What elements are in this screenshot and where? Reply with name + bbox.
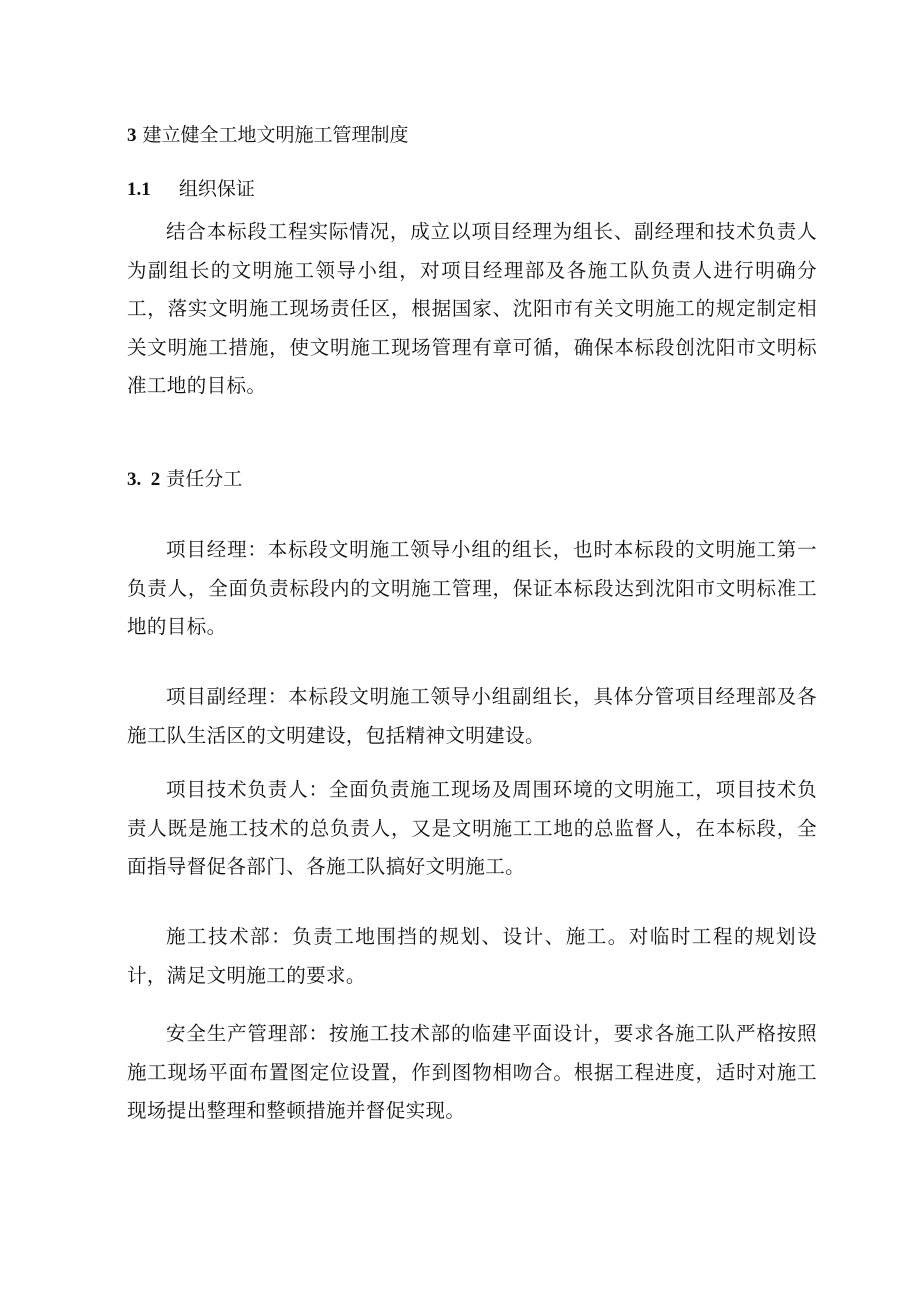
subsection-heading-2: [127, 467, 242, 492]
section-number: 3: [127, 125, 137, 146]
paragraph-deputy-manager: 项目副经理：本标段文明施工领导小组副组长，具体分管项目经理部及各施工队生活区的文明建设，包括精神文明建设。: [127, 685, 817, 747]
subsection-title-2: 责任分工: [166, 468, 243, 490]
subsection-number-1: 1.1: [127, 179, 151, 200]
paragraph-safety-department: 安全生产管理部：按施工技术部的临建平面设计，要求各施工队严格按照施工现场平面布置图定位设置，作到图物相吻合。根据工程进度，适时对施工现场提出整理和整顿措施并督促实现。: [127, 1022, 817, 1122]
paragraph-project-manager: 项目经理：本标段文明施工领导小组的组长，也时本标段的文明施工第一负责人，全面负责标段内的文明施工管理，保证本标段达到沈阳市文明标准工地的目标。: [127, 538, 817, 638]
subsection-heading-1: [127, 177, 255, 202]
subsection-number-2: 3. 2: [127, 469, 161, 490]
paragraph-technical-lead: 项目技术负责人：全面负责施工现场及周围环境的文明施工，项目技术负责人既是施工技术的总负责人，又是文明施工工地的总监督人，在本标段，全面指导督促各部门、各施工队搞好文明施工。: [127, 778, 817, 878]
paragraph-organization: 结合本标段工程实际情况，成立以项目经理为组长、副经理和技术负责人为副组长的文明施工领导小组，对项目经理部及各施工队负责人进行明确分工，落实文明施工现场责任区，根据国家、沈阳市有关文明施工的规定制定相关文明施工措施，使文明施工现场管理有章可循，确保本标段创沈阳市文明标准工地的目标。: [127, 220, 817, 397]
section-heading: [127, 123, 409, 148]
paragraph-tech-department: 施工技术部：负责工地围挡的规划、设计、施工。对临时工程的规划设计，满足文明施工的要求。: [127, 925, 817, 987]
subsection-title-1: 组织保证: [178, 178, 255, 200]
section-title: 建立健全工地文明施工管理制度: [142, 124, 409, 146]
